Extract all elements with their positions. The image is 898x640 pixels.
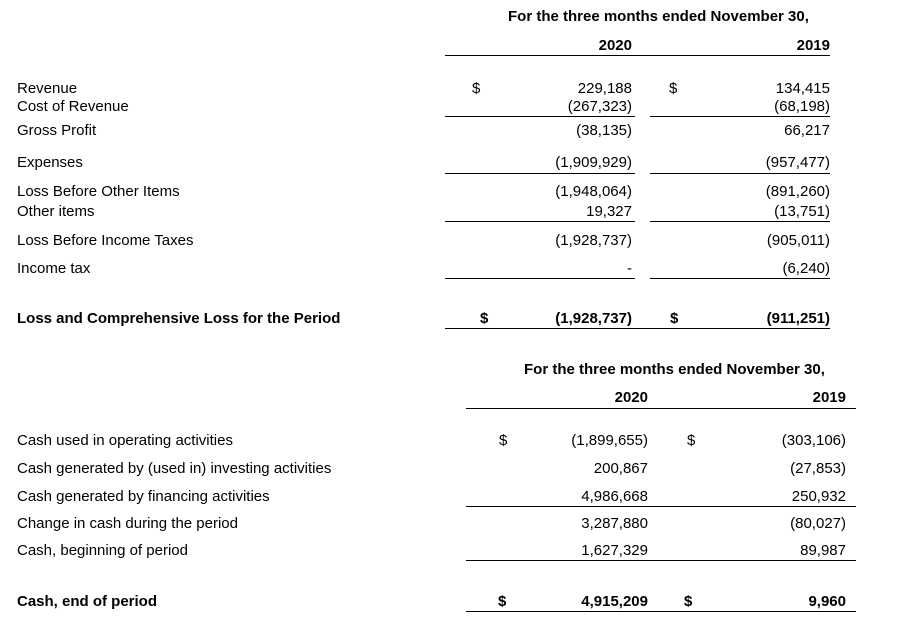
subtotal-rule: [650, 278, 830, 279]
row-label-cash-financing: Cash generated by financing activities: [17, 488, 270, 505]
loss-before-other-items-current: (1,948,064): [555, 183, 632, 200]
currency-symbol: $: [669, 80, 678, 97]
income-header-rule: [445, 55, 830, 56]
subtotal-rule: [445, 278, 635, 279]
total-rule: [466, 611, 856, 612]
subtotal-rule: [445, 173, 635, 174]
currency-symbol: $: [499, 432, 508, 449]
cashflow-header-rule: [466, 408, 856, 409]
row-label-other-items: Other items: [17, 203, 95, 220]
expenses-current: (1,909,929): [555, 154, 632, 171]
row-label-income-tax: Income tax: [17, 260, 91, 277]
row-label-cost-of-revenue: Cost of Revenue: [17, 98, 129, 115]
cash-end-current: 4,915,209: [581, 593, 648, 610]
cash-investing-prior: (27,853): [790, 460, 846, 477]
change-in-cash-current: 3,287,880: [581, 515, 648, 532]
row-label-loss-before-other-items: Loss Before Other Items: [17, 183, 180, 200]
subtotal-rule: [445, 221, 635, 222]
row-label-cash-operating: Cash used in operating activities: [17, 432, 233, 449]
other-items-current: 19,327: [586, 203, 632, 220]
row-label-loss-before-income-taxes: Loss Before Income Taxes: [17, 232, 194, 249]
cash-beginning-current: 1,627,329: [581, 542, 648, 559]
other-items-prior: (13,751): [774, 203, 830, 220]
gross-profit-prior: 66,217: [784, 122, 830, 139]
income-tax-current: -: [627, 260, 632, 277]
row-label-revenue: Revenue: [17, 80, 78, 97]
currency-symbol: $: [670, 310, 679, 327]
cash-investing-current: 200,867: [593, 460, 648, 477]
expenses-prior: (957,477): [765, 154, 830, 171]
cashflow-year-prior: 2019: [812, 389, 846, 406]
row-label-gross-profit: Gross Profit: [17, 122, 97, 139]
revenue-prior: 134,415: [775, 80, 830, 97]
currency-symbol: $: [687, 432, 696, 449]
cost-of-revenue-current: (267,323): [567, 98, 632, 115]
loss-before-other-items-prior: (891,260): [765, 183, 830, 200]
income-year-current: 2020: [598, 37, 632, 54]
currency-symbol: $: [498, 593, 507, 610]
cash-end-prior: 9,960: [808, 593, 846, 610]
loss-and-comprehensive-loss-prior: (911,251): [766, 310, 830, 327]
income-period-header: For the three months ended November 30,: [508, 8, 809, 25]
cashflow-period-header: For the three months ended November 30,: [524, 361, 825, 378]
cash-operating-prior: (303,106): [781, 432, 846, 449]
row-label-cash-beginning: Cash, beginning of period: [17, 542, 188, 559]
cashflow-year-current: 2020: [614, 389, 648, 406]
loss-before-income-taxes-current: (1,928,737): [555, 232, 632, 249]
income-year-prior: 2019: [796, 37, 830, 54]
subtotal-rule: [466, 506, 856, 507]
subtotal-rule: [650, 221, 830, 222]
cash-operating-current: (1,899,655): [571, 432, 648, 449]
subtotal-rule: [445, 116, 635, 117]
loss-and-comprehensive-loss-current: (1,928,737): [555, 310, 632, 327]
subtotal-rule: [650, 116, 830, 117]
gross-profit-current: (38,135): [576, 122, 632, 139]
row-label-change-in-cash: Change in cash during the period: [17, 515, 238, 532]
cost-of-revenue-prior: (68,198): [774, 98, 830, 115]
row-label-loss-and-comprehensive-loss: Loss and Comprehensive Loss for the Period: [17, 310, 341, 327]
cash-beginning-prior: 89,987: [800, 542, 846, 559]
row-label-cash-end: Cash, end of period: [17, 593, 158, 610]
row-label-cash-investing: Cash generated by (used in) investing activities: [17, 460, 332, 477]
currency-symbol: $: [472, 80, 481, 97]
currency-symbol: $: [480, 310, 489, 327]
revenue-current: 229,188: [577, 80, 632, 97]
currency-symbol: $: [684, 593, 693, 610]
total-rule: [445, 328, 830, 329]
subtotal-rule: [650, 173, 830, 174]
subtotal-rule: [466, 560, 856, 561]
cash-financing-prior: 250,932: [791, 488, 846, 505]
change-in-cash-prior: (80,027): [790, 515, 846, 532]
loss-before-income-taxes-prior: (905,011): [766, 232, 830, 249]
cash-financing-current: 4,986,668: [581, 488, 648, 505]
row-label-expenses: Expenses: [17, 154, 83, 171]
income-tax-prior: (6,240): [782, 260, 830, 277]
